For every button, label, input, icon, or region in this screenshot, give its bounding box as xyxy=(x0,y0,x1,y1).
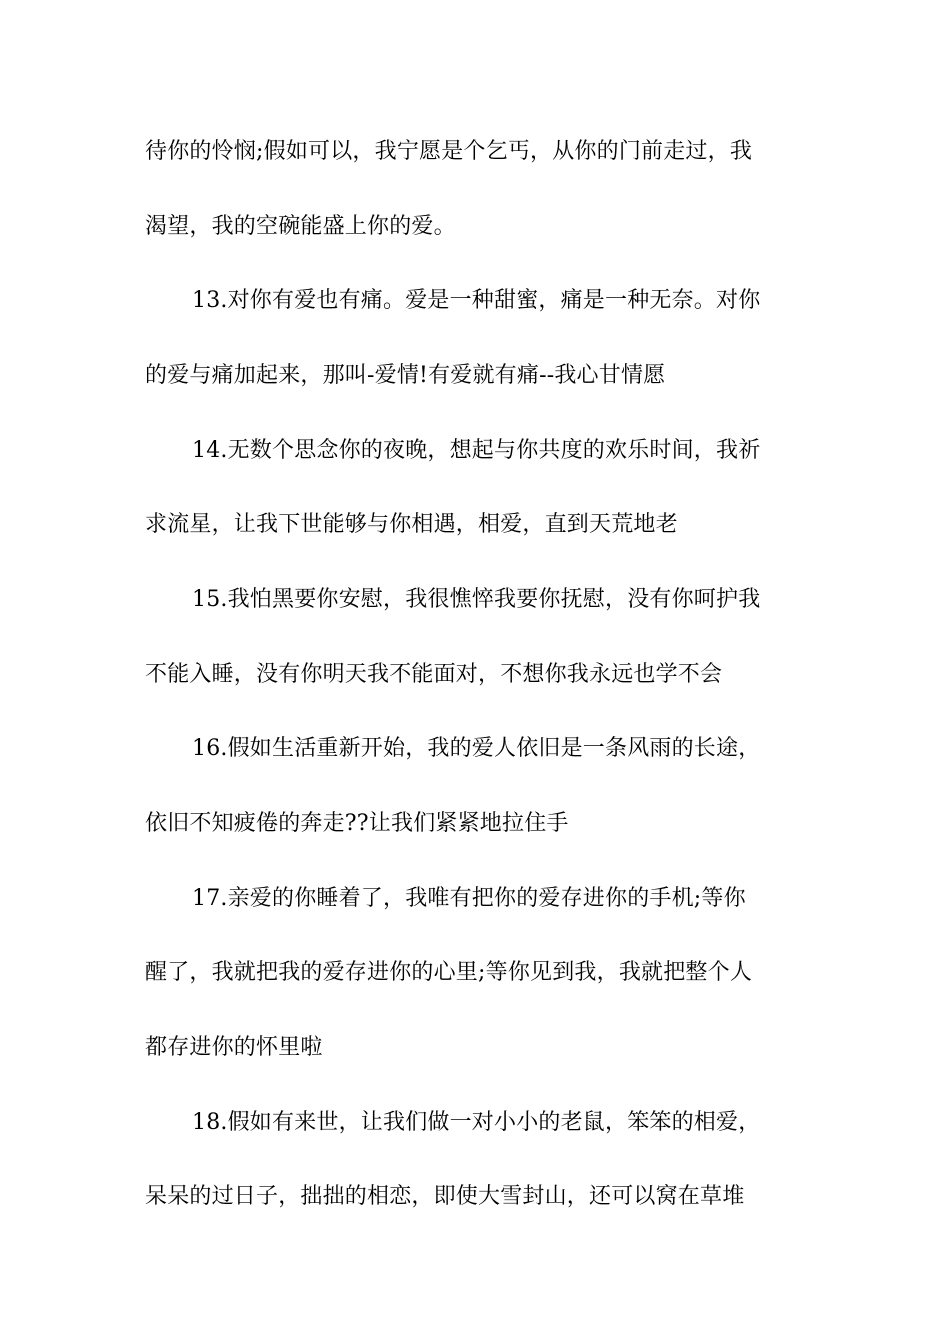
numbered-paragraph-start: 16.假如生活重新开始，我的爱人依旧是一条风雨的长途， xyxy=(192,736,761,761)
numbered-paragraph-start: 15.我怕黑要你安慰，我很憔悴我要你抚慰，没有你呵护我 xyxy=(192,587,761,612)
text-line: 的爱与痛加起来，那叫-爱情!有爱就有痛--我心甘情愿 xyxy=(145,363,666,388)
text-line: 待你的怜悯;假如可以，我宁愿是个乞丐，从你的门前走过，我 xyxy=(145,139,753,164)
numbered-paragraph-start: 17.亲爱的你睡着了，我唯有把你的爱存进你的手机;等你 xyxy=(192,886,746,911)
numbered-paragraph-start: 14.无数个思念你的夜晚，想起与你共度的欢乐时间，我祈 xyxy=(192,438,761,463)
text-line: 求流星，让我下世能够与你相遇，相爱，直到天荒地老 xyxy=(145,512,678,537)
text-line: 渴望，我的空碗能盛上你的爱。 xyxy=(145,214,456,239)
text-line: 不能入睡，没有你明天我不能面对，不想你我永远也学不会 xyxy=(145,662,723,687)
text-line: 醒了，我就把我的爱存进你的心里;等你见到我，我就把整个人 xyxy=(145,960,753,985)
text-line: 呆呆的过日子，拙拙的相恋，即使大雪封山，还可以窝在草堆 xyxy=(145,1184,745,1209)
text-line: 依旧不知疲倦的奔走??让我们紧紧地拉住手 xyxy=(145,811,569,836)
numbered-paragraph-start: 13.对你有爱也有痛。爱是一种甜蜜，痛是一种无奈。对你 xyxy=(192,288,761,313)
numbered-paragraph-start: 18.假如有来世，让我们做一对小小的老鼠，笨笨的相爱， xyxy=(192,1110,761,1135)
text-line: 都存进你的怀里啦 xyxy=(145,1035,323,1060)
